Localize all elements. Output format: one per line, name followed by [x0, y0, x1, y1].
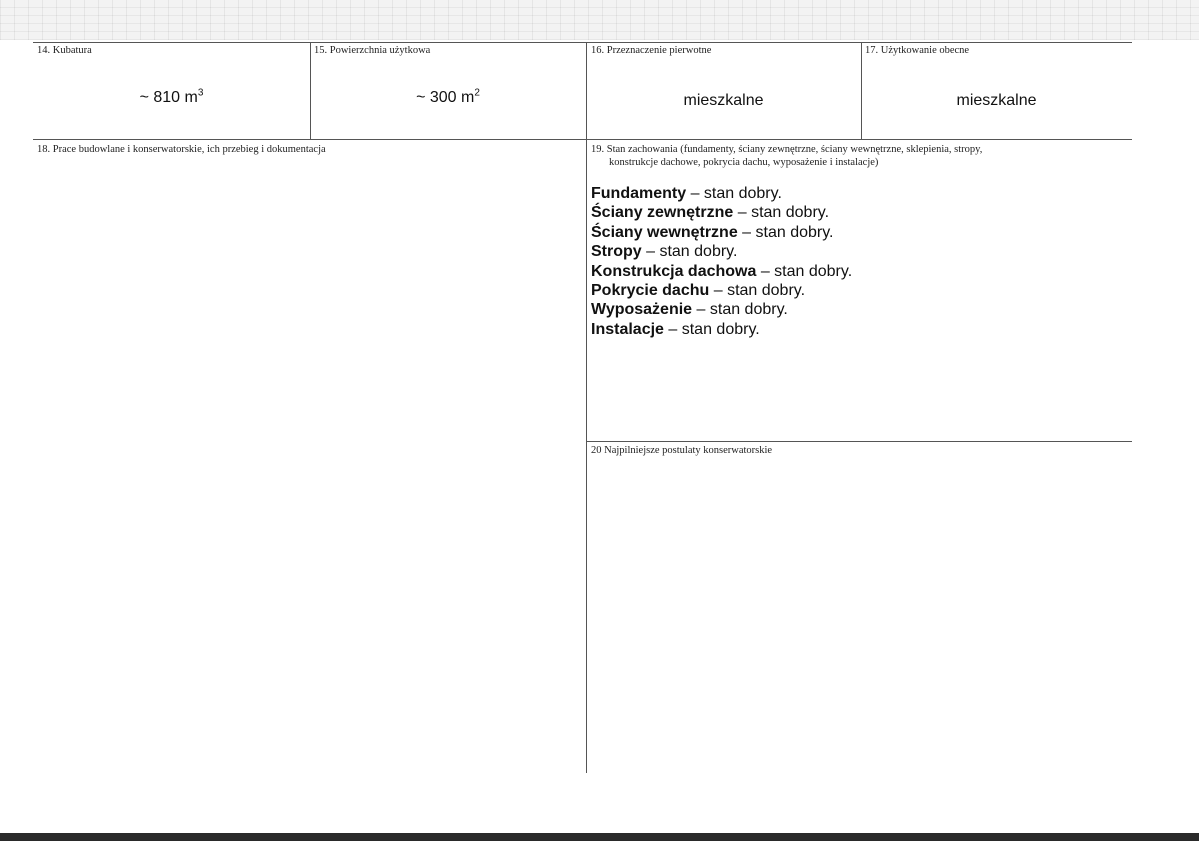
- condition-item-name: Instalacje: [591, 320, 664, 338]
- field-20-label: 20 Najpilniejsze postulaty konserwatorskie: [591, 445, 773, 456]
- field-19-label-line-1: 19. Stan zachowania (fundamenty, ściany zewnętrzne, ściany wewnętrzne, sklepienia, stropy,: [591, 144, 983, 155]
- field-14-label: 14. Kubatura: [37, 45, 92, 56]
- field-16-label: 16. Przeznaczenie pierwotne: [591, 45, 712, 56]
- condition-item-state: – stan dobry.: [692, 301, 788, 319]
- condition-list: [591, 184, 852, 339]
- condition-item-state: – stan dobry.: [663, 320, 760, 338]
- top-rule: [33, 42, 1132, 43]
- condition-item-name: Pokrycie dachu: [591, 282, 710, 300]
- condition-item: [591, 320, 852, 339]
- field-17-value: mieszkalne: [956, 92, 1037, 109]
- field-15-value: [310, 89, 586, 107]
- condition-item-state: – stan dobry.: [709, 282, 806, 300]
- condition-item-name: Wyposażenie: [591, 301, 693, 319]
- field-14-value-text: ~ 810 m: [139, 89, 198, 106]
- condition-item-name: Fundamenty: [591, 185, 687, 202]
- condition-item: [591, 281, 852, 300]
- field-18-label: 18. Prace budowlane i konserwatorskie, ich przebieg i dokumentacja: [37, 144, 326, 155]
- condition-item-state: – stan dobry.: [686, 185, 782, 202]
- condition-item-name: Ściany wewnętrzne: [591, 223, 738, 241]
- row-divider-2: [586, 441, 1132, 442]
- field-16-value: mieszkalne: [683, 92, 764, 109]
- condition-item: [591, 203, 852, 222]
- scan-bottom-edge: [0, 833, 1199, 841]
- condition-item: [591, 184, 852, 203]
- scan-top-edge: [0, 0, 1199, 40]
- condition-item: [591, 262, 852, 281]
- field-14-value: [33, 89, 310, 107]
- condition-item-name: Konstrukcja dachowa: [591, 262, 757, 280]
- condition-item-state: – stan dobry.: [733, 204, 830, 222]
- field-15-label: 15. Powierzchnia użytkowa: [314, 45, 431, 56]
- condition-item-state: – stan dobry.: [737, 223, 834, 241]
- condition-item: [591, 300, 852, 319]
- col-divider-16-17: [861, 42, 862, 139]
- field-19-label-line-2: konstrukcje dachowe, pokrycia dachu, wyposażenie i instalacje): [609, 157, 879, 168]
- condition-item: [591, 223, 852, 242]
- field-15-unit-exponent: 2: [474, 87, 480, 99]
- condition-item-name: Ściany zewnętrzne: [591, 204, 734, 222]
- col-divider-center: [586, 42, 587, 773]
- row-divider-1: [33, 139, 1132, 140]
- condition-item-state: – stan dobry.: [756, 262, 853, 280]
- condition-item-state: – stan dobry.: [641, 243, 738, 261]
- field-17-label: 17. Użytkowanie obecne: [865, 45, 970, 56]
- field-14-unit-exponent: 3: [197, 87, 204, 99]
- field-15-value-text: ~ 300 m: [416, 89, 475, 106]
- form-sheet: [0, 40, 1199, 833]
- condition-item-name: Stropy: [591, 243, 642, 261]
- condition-item: [591, 242, 852, 261]
